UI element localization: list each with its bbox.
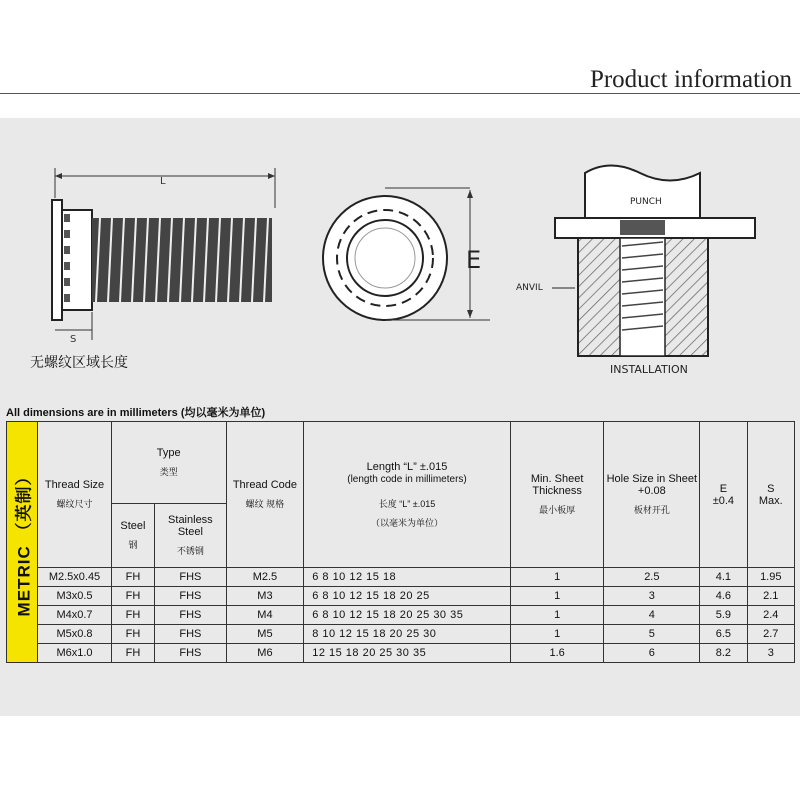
header-thread-code: Thread Code 螺纹 规格: [226, 422, 304, 568]
header-type: Type 类型: [111, 422, 226, 504]
table-row: M3x0.5 FH FHS M3 6 8 10 12 15 18 20 25 1 3 4.6 2.1: [7, 587, 795, 606]
anvil-label: ANVIL: [516, 283, 543, 293]
page-title: Product information: [589, 66, 792, 93]
s-label: S: [70, 334, 77, 345]
stud-end-view: [323, 188, 490, 320]
header-s: S Max.: [747, 422, 794, 568]
length-label: L: [160, 176, 166, 187]
table-row: M2.5x0.45 FH FHS M2.5 6 8 10 12 15 18 1 2.5 4.1 1.95: [7, 568, 795, 587]
header-thread-size: Thread Size 螺纹尺寸: [38, 422, 112, 568]
spec-table: [6, 421, 795, 663]
table-row: M4x0.7 FH FHS M4 6 8 10 12 15 18 20 25 30 35 1 4 5.9 2.4: [7, 606, 795, 625]
header-min-sheet: Min. Sheet Thickness 最小板厚: [510, 422, 604, 568]
header-steel: Steel 钢: [111, 504, 154, 568]
header-stainless: Stainless Steel 不锈钢: [155, 504, 227, 568]
stud-side-view: [30, 168, 275, 371]
header-hole-size: Hole Size in Sheet +0.08 板材开孔: [604, 422, 700, 568]
table-row: M5x0.8 FH FHS M5 8 10 12 15 18 20 25 30 1 5 6.5 2.7: [7, 625, 795, 644]
punch-label: PUNCH: [630, 197, 662, 207]
metric-label: METRIC （英制）: [14, 467, 34, 617]
installation-diagram: [516, 166, 755, 377]
header-divider: [0, 93, 800, 94]
header-length: Length “L” ±.015 (length code in millimeters) 长度 “L” ±.015 （以毫米为单位）: [304, 422, 511, 568]
technical-drawings: [0, 118, 800, 403]
metric-label-cell: [7, 422, 38, 663]
dimensions-note: All dimensions are in millimeters (均以毫米为单位): [6, 407, 266, 419]
installation-label: INSTALLATION: [610, 363, 688, 376]
e-label: E: [466, 246, 482, 274]
table-row: M6x1.0 FH FHS M6 12 15 18 20 25 30 35 1.6 6 8.2 3: [7, 644, 795, 663]
unthreaded-length-caption: 无螺纹区域长度: [30, 355, 128, 371]
header-e: E ±0.4: [700, 422, 747, 568]
